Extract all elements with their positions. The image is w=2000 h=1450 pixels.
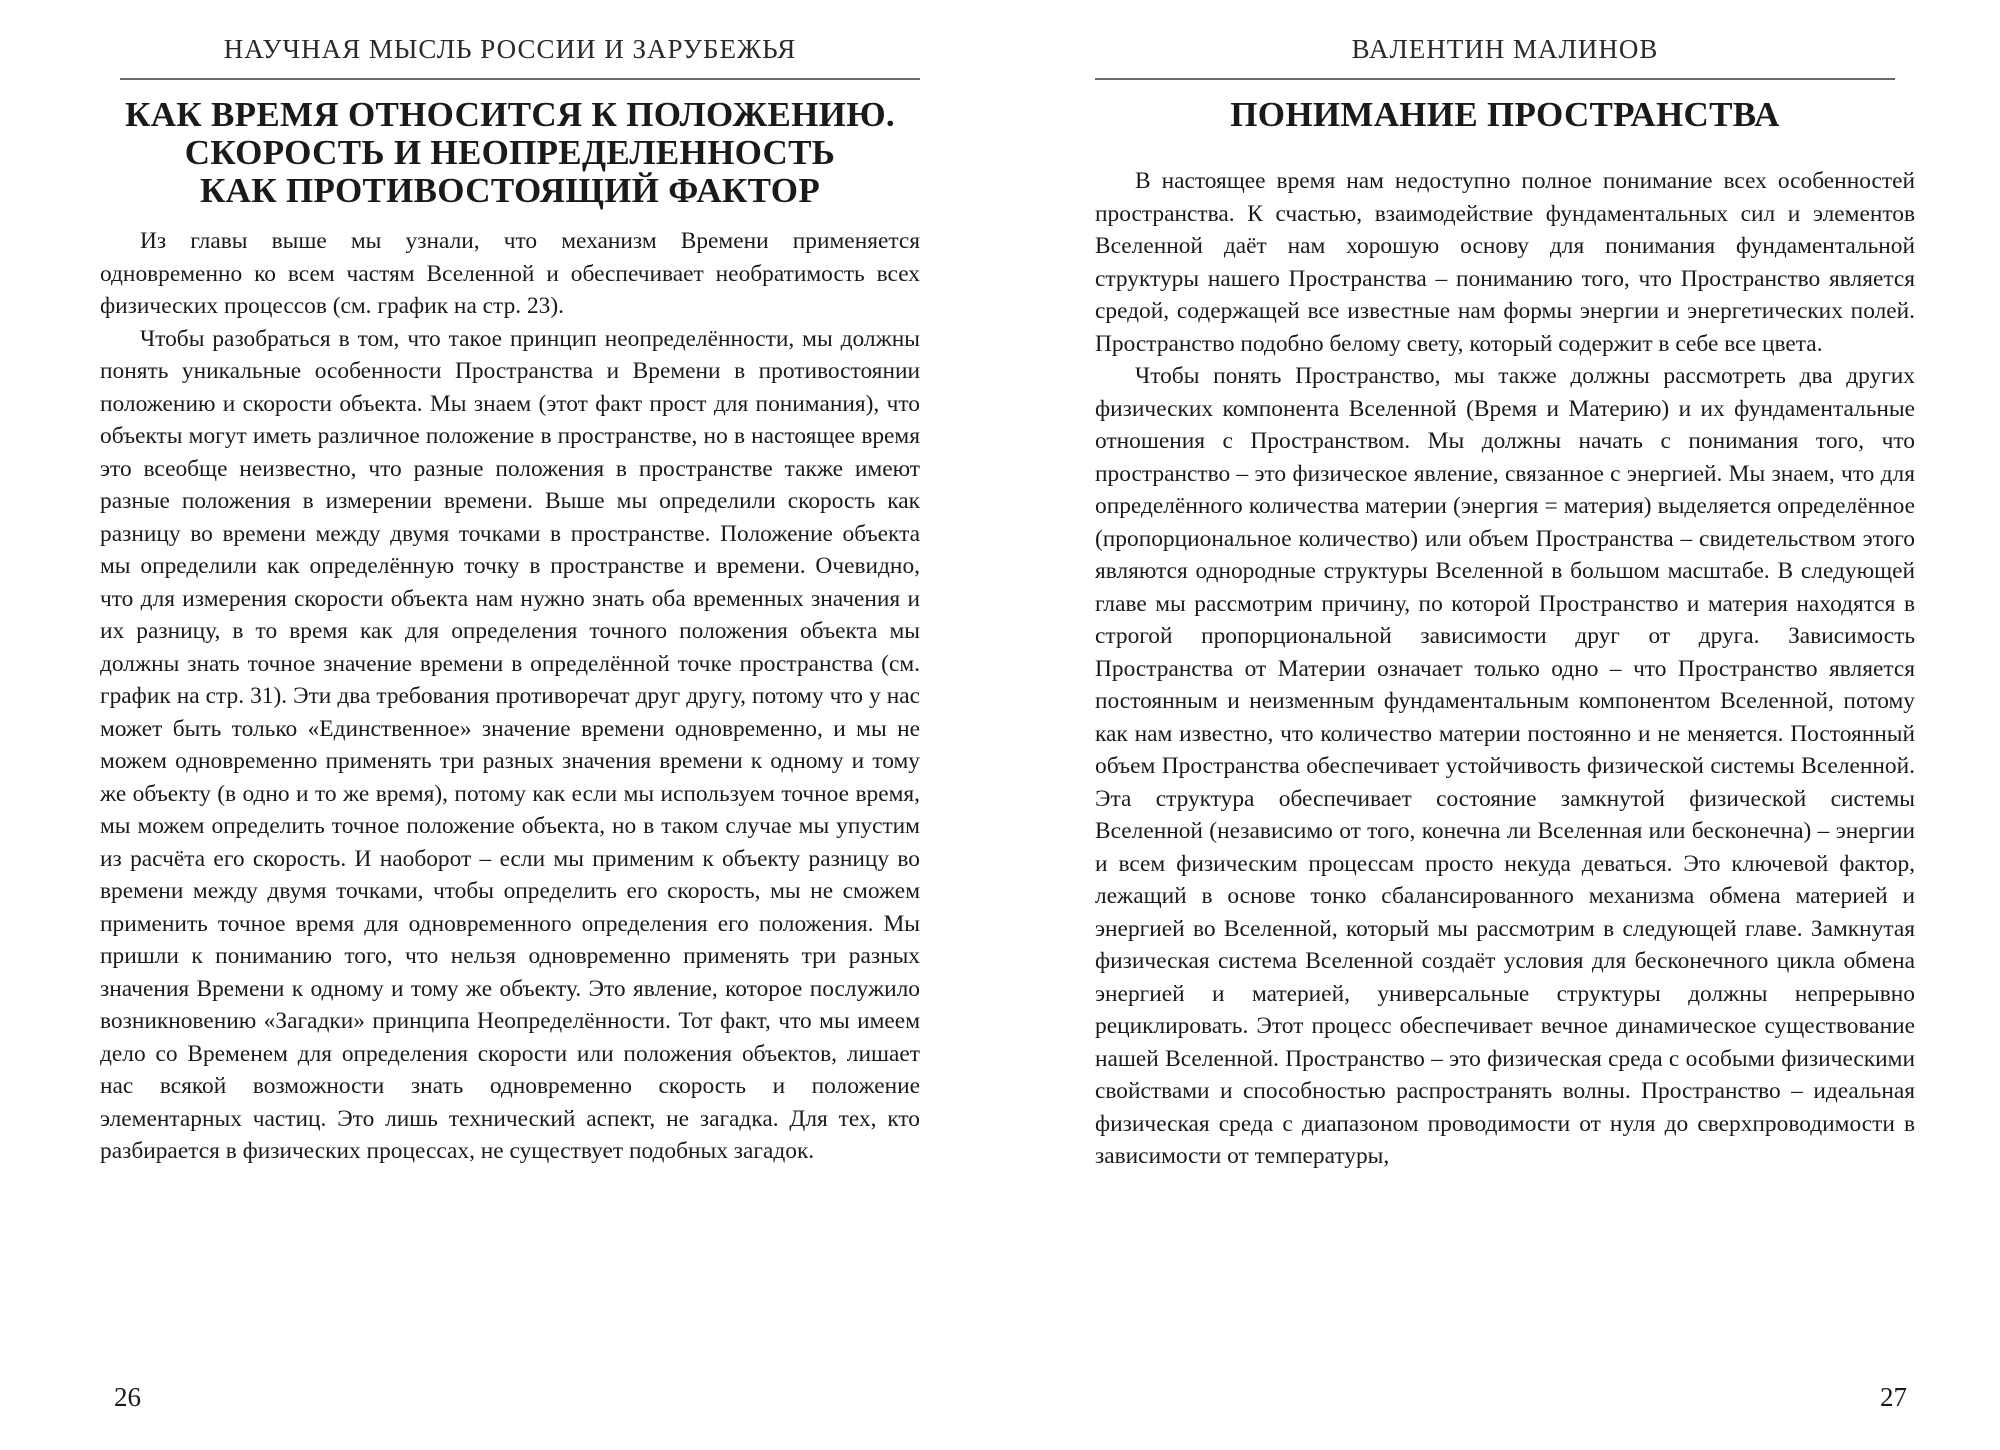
- running-head: НАУЧНАЯ МЫСЛЬ РОССИИ И ЗАРУБЕЖЬЯ: [223, 34, 797, 64]
- header-rule: [120, 78, 920, 80]
- paragraph: Чтобы разобраться в том, что такое принцип неопределённости, мы должны понять уникальные особенности Пространства и Времени в противостоянии положению и скорости объекта. Мы знаем (этот факт прост для понимания), что объекты могут иметь различное положение в пространстве, но в настоящее время это всеобще неизвестно, что разные положения в пространстве также имеют разные положения в измерении времени. Выше мы определили скорость как разницу во времени между двумя точками в пространстве. Положение объекта мы определили как определённую точку в пространстве и времени. Очевидно, что для измерения скорости объекта нам нужно знать оба временных значения и их разницу, в то время как для определения точного положения объекта мы должны знать точное значение времени в определённой точке пространства (см. график на стр. 31). Эти два требования противоречат друг другу, потому что у нас может быть только «Единственное» значение времени одновременно, и мы не можем одновременно применять три разных значения времени к одному и тому же объекту (в одно и то же время), потому как если мы используем точное время, мы можем определить точное положение объекта, но в таком случае мы упустим из расчёта его скорость. И наоборот – если мы применим к объекту разницу во времени между двумя точками, чтобы определить его скорость, мы не сможем применить точное время для одновременного определения его положения. Мы пришли к пониманию того, что нельзя одновременно применять три разных значения Времени к одному и тому же объекту. Это явление, которое послужило возникновению «Загадки» принципа Неопределённости. Тот факт, что мы имеем дело со Временем для определения скорости или положения объектов, лишает нас всякой возможности знать одновременно скорость и положение элементарных частиц. Это лишь технический аспект, не загадка. Для тех, кто разбирается в физических процессах, не существует подобных загадок.: [100, 325, 920, 1164]
- paragraph: В настоящее время нам недоступно полное понимание всех особенностей пространства. К счастью, взаимодействие фундаментальных сил и элементов Вселенной даёт нам хорошую основу для понимания фундаментальной структуры нашего Пространства – пониманию того, что Пространство является средой, содержащей все известные нам формы энергии и энергетических полей. Пространство подобно белому свету, который содержит в себе все цвета.: [1095, 168, 1915, 357]
- title-line: КАК ПРОТИВОСТОЯЩИЙ ФАКТОР: [199, 171, 821, 210]
- body-text: [1095, 165, 1915, 1173]
- header-rule: [1095, 78, 1895, 80]
- title-line: КАК ВРЕМЯ ОТНОСИТСЯ К ПОЛОЖЕНИЮ.: [125, 95, 895, 134]
- page-number: 26: [114, 1382, 141, 1412]
- title-line: СКОРОСТЬ И НЕОПРЕДЕЛЕННОСТЬ: [184, 133, 836, 172]
- chapter-title: [100, 96, 920, 210]
- chapter-title: ПОНИМАНИЕ ПРОСТРАНСТВА: [1230, 95, 1780, 134]
- body-text: [100, 225, 920, 1168]
- left-page: [100, 0, 920, 1450]
- right-page: [1095, 0, 1915, 1450]
- page-number: 27: [1880, 1382, 1907, 1412]
- paragraph: Чтобы понять Пространство, мы также должны рассмотреть два других физических компонента Вселенной (Время и Материю) и их фундаментальные отношения с Пространством. Мы должны начать с понимания того, что пространство – это физическое явление, связанное с энергией. Мы знаем, что для определённого количества материи (энергия = материя) выделяется определённое (пропорциональное количество) или объем Пространства – свидетельством этого являются однородные структуры Вселенной в большом масштабе. В следующей главе мы рассмотрим причину, по которой Пространство и материя находятся в строгой пропорциональной зависимости друг от друга. Зависимость Пространства от Материи означает только одно – что Пространство является постоянным и неизменным фундаментальным компонентом Вселенной, потому как нам известно, что количество материи постоянно и не меняется. Постоянный объем Пространства обеспечивает устойчивость физической системы Вселенной. Эта структура обеспечивает состояние замкнутой физической системы Вселенной (независимо от того, конечна ли Вселенная или бесконечна) – энергии и всем физическим процессам просто некуда деваться. Это ключевой фактор, лежащий в основе тонко сбалансированного механизма обмена материей и энергией во Вселенной, который мы рассмотрим в следующей главе. Замкнутая физическая система Вселенной создаёт условия для бесконечного цикла обмена энергией и материей, универсальные структуры должны непрерывно рециклировать. Этот процесс обеспечивает вечное динамическое существование нашей Вселенной. Пространство – это физическая среда с особыми физическими свойствами и способностью распространять волны. Пространство – идеальная физическая среда с диапазоном проводимости от нуля до сверхпроводимости в зависимости от температуры,: [1095, 363, 1915, 1169]
- paragraph: Из главы выше мы узнали, что механизм Времени применяется одновременно ко всем частям Вселенной и обеспечивает необратимость всех физических процессов (см. график на стр. 23).: [100, 228, 920, 319]
- running-head: ВАЛЕНТИН МАЛИНОВ: [1351, 34, 1659, 64]
